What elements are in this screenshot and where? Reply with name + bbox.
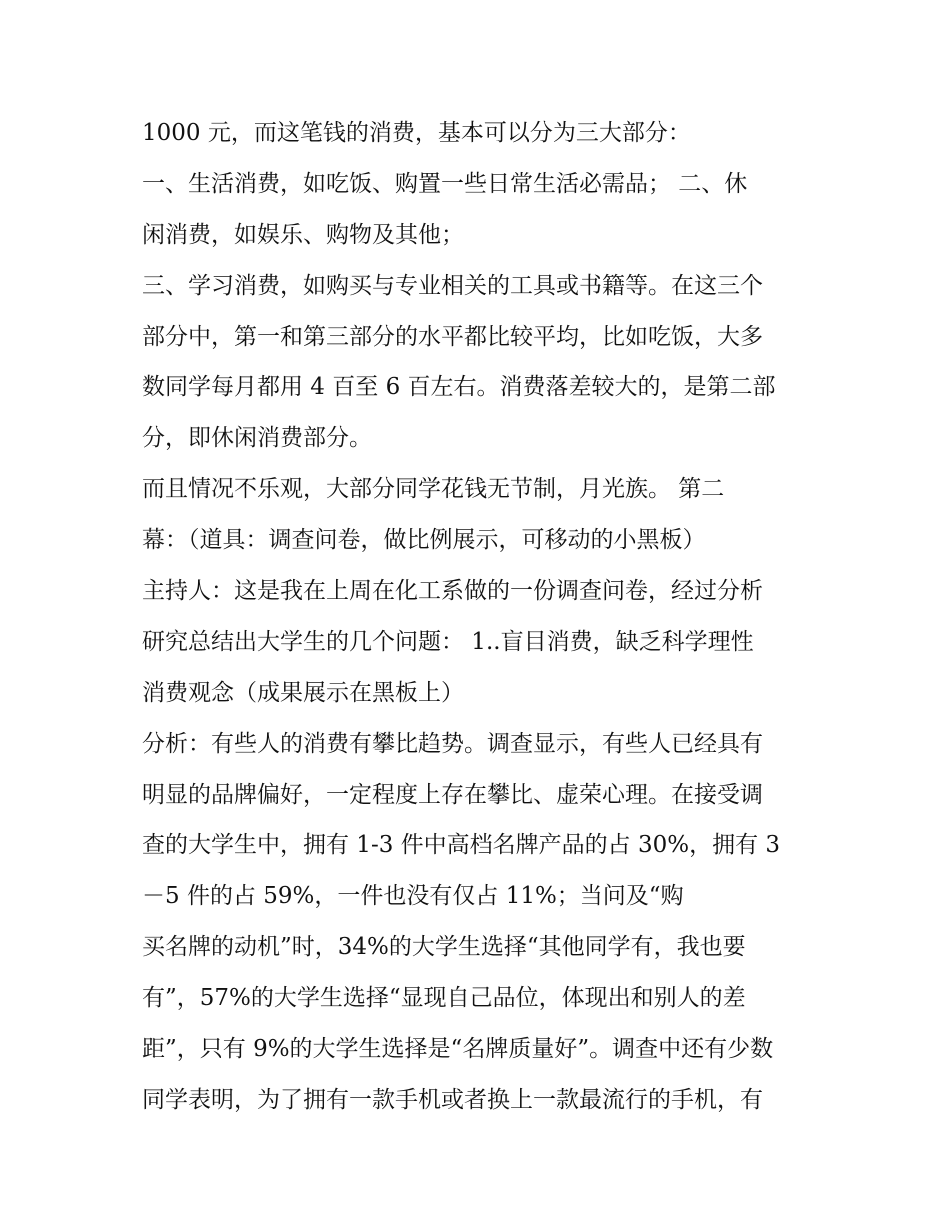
- text-line: 明显的品牌偏好，一定程度上存在攀比、虚荣心理。在接受调: [142, 781, 763, 808]
- text-line: 分，即休闲消费部分。: [142, 425, 372, 452]
- text-line: 幕：（道具：调查问卷，做比例展示，可移动的小黑板）: [142, 527, 706, 554]
- body-text: [142, 108, 832, 1126]
- text-line: 1000 元，而这笔钱的消费，基本可以分为三大部分：: [142, 120, 691, 146]
- text-line: 一、生活消费，如吃饭、购置一些日常生活必需品； 二、休: [142, 170, 748, 197]
- text-line: 同学表明，为了拥有一款手机或者换上一款最流行的手机，有: [142, 1086, 763, 1113]
- text-line: 买名牌的动机”时，34%的大学生选择“其他同学有，我也要: [142, 934, 746, 961]
- text-line: 分析：有些人的消费有攀比趋势。调查显示，有些人已经具有: [142, 730, 763, 757]
- text-line: 研究总结出大学生的几个问题： 1..盲目消费，缺乏科学理性: [142, 628, 754, 655]
- text-line: 数同学每月都用 4 百至 6 百左右。消费落差较大的，是第二部: [142, 374, 776, 401]
- text-line: 闲消费，如娱乐、购物及其他；: [142, 221, 464, 248]
- text-line: 消费观念（成果展示在黑板上）: [142, 679, 464, 706]
- text-line: 而且情况不乐观，大部分同学花钱无节制，月光族。 第二: [142, 476, 725, 503]
- text-line: 部分中，第一和第三部分的水平都比较平均，比如吃饭，大多: [142, 323, 763, 350]
- text-line: －5 件的占 59%，一件也没有仅占 11%；当问及“购: [142, 883, 684, 910]
- text-line: 有”，57%的大学生选择“显现自己品位，体现出和别人的差: [142, 985, 746, 1012]
- text-line: 距”，只有 9%的大学生选择是“名牌质量好”。调查中还有少数: [142, 1036, 774, 1063]
- text-line: 主持人：这是我在上周在化工系做的一份调查问卷，经过分析: [142, 578, 763, 605]
- text-line: 三、学习消费，如购买与专业相关的工具或书籍等。在这三个: [142, 272, 763, 299]
- text-line: 查的大学生中，拥有 1-3 件中高档名牌产品的占 30%，拥有 3: [142, 832, 781, 859]
